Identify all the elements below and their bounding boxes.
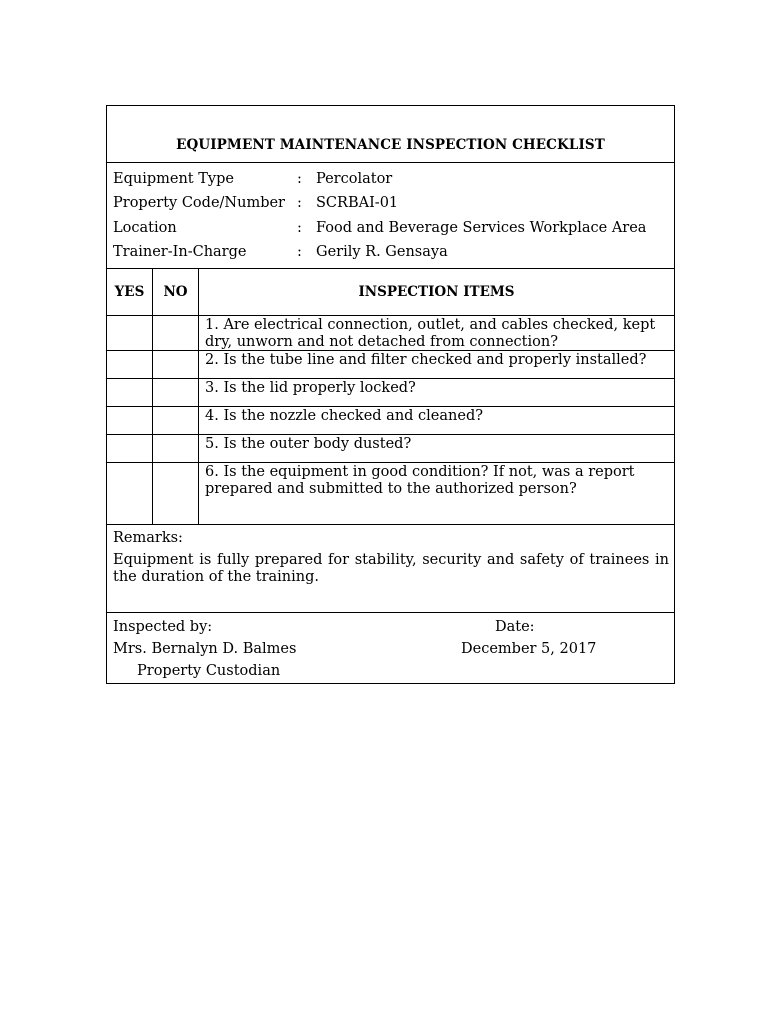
- info-value: Food and Beverage Services Workplace Area: [316, 220, 647, 236]
- info-label: Trainer-In-Charge: [113, 244, 247, 260]
- date-value: December 5, 2017: [461, 641, 597, 657]
- inspection-item: 2. Is the tube line and filter checked and properly installed?: [205, 352, 647, 368]
- header-inspection-items: INSPECTION ITEMS: [358, 284, 515, 300]
- table-divider: [107, 434, 674, 435]
- info-label: Location: [113, 220, 177, 236]
- table-divider: [107, 462, 674, 463]
- info-colon: :: [297, 244, 302, 260]
- inspector-name: Mrs. Bernalyn D. Balmes: [113, 641, 297, 657]
- equipment-info-section: [107, 163, 674, 269]
- info-value: Percolator: [316, 171, 393, 187]
- inspector-role: Property Custodian: [137, 663, 281, 679]
- inspection-items-table: [107, 269, 674, 524]
- info-label: Equipment Type: [113, 171, 234, 187]
- info-label: Property Code/Number: [113, 195, 285, 211]
- inspection-item: 5. Is the outer body dusted?: [205, 436, 412, 452]
- remarks-text: Equipment is fully prepared for stability, security and safety of trainees in the duration of the training.: [113, 552, 669, 585]
- form-title-cell: [107, 106, 674, 163]
- info-value: Gerily R. Gensaya: [316, 244, 448, 260]
- inspection-item: 1. Are electrical connection, outlet, and cables checked, kept dry, unworn and not detached from connection?: [205, 317, 656, 350]
- header-yes: YES: [114, 284, 145, 300]
- inspection-checklist-form: [106, 105, 675, 684]
- info-value: SCRBAI-01: [316, 195, 399, 211]
- info-colon: :: [297, 171, 302, 187]
- remarks-section: [107, 524, 674, 613]
- date-label: Date:: [495, 619, 535, 635]
- table-divider: [107, 378, 674, 379]
- inspection-item: 6. Is the equipment in good condition? If not, was a report prepared and submitted to the authorized person?: [205, 464, 635, 497]
- table-divider: [107, 315, 674, 316]
- info-colon: :: [297, 220, 302, 236]
- table-divider: [107, 406, 674, 407]
- signature-section: [107, 613, 674, 683]
- inspection-item: 3. Is the lid properly locked?: [205, 380, 416, 396]
- inspected-by-label: Inspected by:: [113, 619, 213, 635]
- header-no: NO: [163, 284, 188, 300]
- info-colon: :: [297, 195, 302, 211]
- form-title: EQUIPMENT MAINTENANCE INSPECTION CHECKLIST: [176, 137, 605, 153]
- remarks-label: Remarks:: [113, 530, 183, 546]
- inspection-item: 4. Is the nozzle checked and cleaned?: [205, 408, 484, 424]
